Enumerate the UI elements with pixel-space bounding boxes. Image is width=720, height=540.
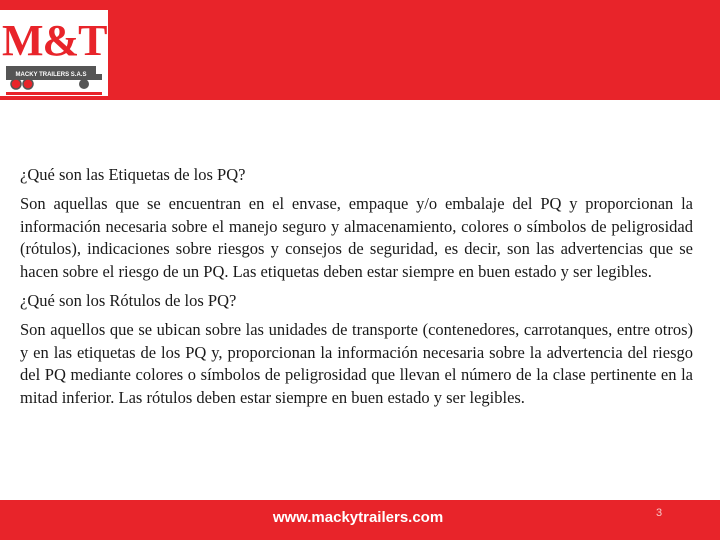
section-heading-rotulos: ¿Qué son los Rótulos de los PQ?: [20, 291, 237, 310]
footer-url-text: www.mackytrailers.com: [272, 509, 444, 526]
section-body-rotulos: Son aquellos que se ubican sobre las unidades de transporte (contenedores, carrotanques, entre otros) y en las etiquetas de los PQ y, proporcionan la información necesaria sobre la advertencia del riesgo del PQ mediante colores o símbolos de peligrosidad que llevan el número de la clase pertinente en la mitad inferior. Las rótulos deben estar siempre en buen estado y ser legibles.: [20, 320, 693, 407]
section-heading-etiquetas: ¿Qué son las Etiquetas de los PQ?: [20, 165, 246, 184]
logo-tagline-bar: [6, 92, 102, 95]
truck-icon: [4, 64, 104, 90]
page-number: 3: [655, 507, 663, 519]
header-bar: [0, 0, 720, 100]
logo-truck-text: MACKY TRAILERS S.A.S: [15, 72, 87, 78]
section-body-etiquetas: Son aquellas que se encuentran en el envase, empaque y/o embalaje del PQ y proporcionan la información necesaria sobre el manejo seguro y almacenamiento, colores o símbolos de peligrosidad (rótulos), indicaciones sobre riesgos y consejos de seguridad, es decir, son las advertencias que se hacen sobre el riesgo de un PQ. Las etiquetas deben estar siempre en buen estado y ser legibles.: [20, 194, 693, 281]
footer-website-link[interactable]: [0, 509, 720, 526]
company-logo: [0, 10, 108, 96]
logo-brand-text: M&T: [2, 16, 107, 65]
slide-content: [20, 163, 693, 415]
